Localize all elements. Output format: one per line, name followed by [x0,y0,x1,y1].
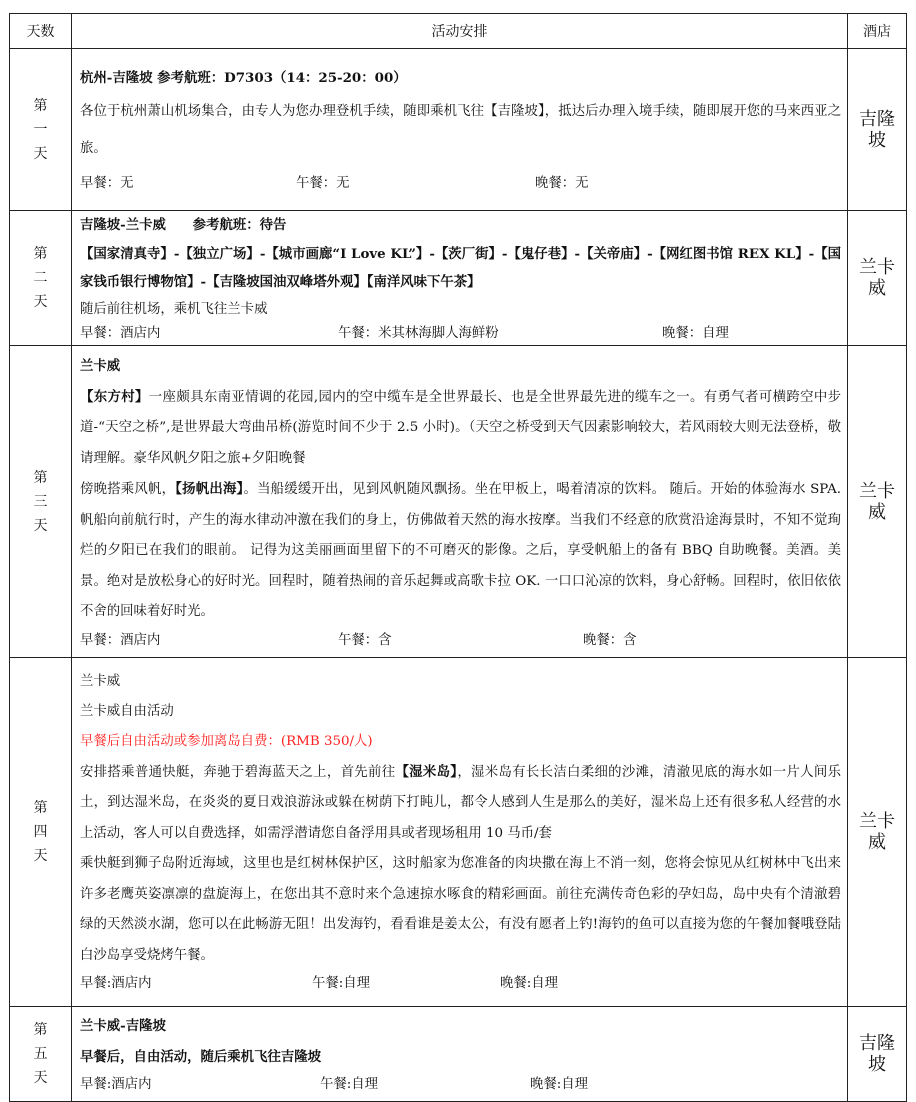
day-char: 天 [33,848,48,864]
day-char: 第 [33,246,48,262]
dinner: 晚餐：自理 [662,326,729,341]
lunch: 午餐:自理 [320,1077,379,1092]
itinerary-table [9,13,907,1102]
day-title: 兰卡威 [80,357,121,374]
paragraph-text: 一座颇具东南亚情调的花园,园内的空中缆车是全世界最长、也是全世界最先进的缆车之一。有勇气者可横跨空中步道-“天空之桥”,是世界最大弯曲吊桥(游览时间不少于 2.5 小时)。（天空之桥受到天气因素影响较大，若风雨较大则无法登桥，敬请理解。豪华风帆夕阳之旅+夕阳晚餐 [80,389,841,466]
day-char: 四 [33,824,48,840]
highlight: 【扬帆出海】 [175,481,244,497]
optional-tour-note: 早餐后自由活动或参加离岛自费：(RMB 350/人) [80,733,373,749]
day-paragraph-1 [80,757,841,850]
header-hotel: 酒店 [848,14,907,49]
hotel-name: 兰卡 [859,257,895,278]
activity-cell [72,658,848,1007]
hotel-name: 坡 [868,1054,886,1075]
table-row-day-5 [10,1007,907,1102]
activity-cell [72,49,848,211]
day-paragraph-2 [80,474,841,628]
meals-row [80,171,841,197]
hotel-cell [848,211,907,346]
lunch: 午餐:自理 [312,976,371,992]
day-title: 吉隆坡-兰卡威 参考航班：待告 [80,217,287,233]
day-label [10,49,72,211]
hotel-name: 坡 [868,129,886,151]
breakfast: 早餐：酒店内 [80,632,161,648]
day-char: 天 [33,517,48,534]
lunch: 午餐：含 [338,632,392,648]
day-label [10,658,72,1007]
day-char: 一 [33,121,48,138]
day-description: 早餐后，自由活动，随后乘机飞往吉隆坡 [80,1049,322,1065]
highlight: 【湿米岛】 [395,763,458,780]
dinner: 晚餐:自理 [500,976,559,992]
table-row-day-3 [10,346,907,658]
day-title: 兰卡威-吉隆坡 [80,1018,166,1034]
meals-row [80,971,841,997]
breakfast: 早餐:酒店内 [80,976,152,992]
dinner: 晚餐:自理 [530,1077,589,1092]
day-paragraph-1 [80,382,841,475]
day-char: 三 [33,493,48,510]
paragraph-text: 傍晚搭乘风帆， [80,482,176,497]
meals-row [80,628,841,654]
day-title: 杭州-吉隆坡 参考航班：D7303（14：25-20：00） [80,69,407,86]
hotel-name: 威 [868,501,886,523]
header-activity: 活动安排 [72,14,848,49]
day-paragraph-2: 乘快艇到狮子岛附近海域，这里也是红树林保护区，这时船家为您准备的肉块撒在海上不消一刻，您将会惊见从红树林中飞出来许多老鹰英姿凛凛的盘旋海上，在您出其不意时来个急速掠水啄食的精彩画面。前往充满传奇色彩的孕妇岛，岛中央有个清澈碧绿的天然淡水湖，您可以在此畅游无阻！出发海钓，看看谁是姜太公，有没有愿者上钓!海钓的鱼可以直接为您的午餐加餐哦登陆白沙岛享受烧烤午餐。 [80,856,841,963]
breakfast: 早餐:酒店内 [80,1077,152,1092]
hotel-name: 威 [868,278,886,299]
hotel-name: 兰卡 [859,811,895,832]
dinner: 晚餐：无 [535,175,589,191]
dinner: 晚餐：含 [583,632,637,648]
day-title: 兰卡威 [80,673,121,689]
table-row-day-1 [10,49,907,211]
hotel-name: 吉隆 [859,108,895,130]
day-label [10,1007,72,1102]
day-route: 【国家清真寺】-【独立广场】-【城市画廊“I Love KL”】-【茨厂街】-【鬼仔巷】-【关帝庙】-【网红图书馆 REX KL】-【国家钱币银行博物馆】-【吉隆坡国油双峰塔外观】【南洋风味下午茶】 [80,246,841,290]
header-day: 天数 [10,14,72,49]
breakfast: 早餐：酒店内 [80,326,161,341]
meals-row [80,323,841,345]
table-row-day-4 [10,658,907,1007]
hotel-cell [848,346,907,658]
paragraph-text: 安排搭乘普通快艇，奔驰于碧海蓝天之上，首先前往 [80,764,396,780]
day-char: 第 [33,97,48,114]
hotel-name: 威 [868,832,886,853]
activity-cell [72,211,848,346]
hotel-name: 兰卡 [859,480,895,502]
day-char: 天 [33,145,48,162]
day-subtitle: 兰卡威自由活动 [80,703,174,719]
day-label [10,346,72,658]
day-char: 天 [33,294,48,310]
day-description: 各位于杭州萧山机场集合，由专人为您办理登机手续，随即乘机飞往【吉隆坡】，抵达后办理入境手续，随即展开您的马来西亚之旅。 [80,103,841,156]
day-char: 二 [33,270,48,286]
hotel-cell [848,658,907,1007]
paragraph-text: ，湿米岛有长长洁白柔细的沙滩，清澈见底的海水如一片人间乐土，到达湿米岛，在炎炎的夏日戏浪游泳或躲在树荫下打盹儿，都令人感到人生是那么的美好，湿米岛上还有很多私人经营的水上活动，客人可以自费选择，如需浮潜请您自备浮用具或者现场租用 10 马币/套 [80,764,841,841]
lunch: 午餐：米其林海脚人海鲜粉 [338,326,499,341]
table-header-row [10,14,907,49]
day-char: 第 [33,1022,48,1038]
day-char: 第 [33,800,48,816]
activity-cell [72,1007,848,1102]
day-char: 第 [33,469,48,486]
day-description: 随后前往机场，乘机飞往兰卡威 [80,302,268,317]
day-char: 天 [33,1070,48,1086]
paragraph-text: 。当船缓缓开出，见到风帆随风飘扬。坐在甲板上，喝着清凉的饮料。 随后。开始的体验海水 SPA.帆船向前航行时，产生的海水律动冲激在我们的身上，仿佛做着天然的海水按摩。当我们不经意的欣赏沿途海景时，不知不觉珣烂的夕阳已在我们的眼前。 记得为这美丽画面里留下的不可磨灭的影像。之后，享受帆船上的备有 BBQ 自助晚餐。美酒。美景。绝对是放松身心的好时光。回程时，随着热闹的音乐起舞或高歌卡拉 OK. 一口口沁凉的饮料，身心舒畅。回程时，依旧依依不舍的回味着好时光。 [80,482,842,619]
hotel-name: 吉隆 [859,1033,895,1054]
activity-cell [72,346,848,658]
day-label [10,211,72,346]
hotel-cell [848,1007,907,1102]
breakfast: 早餐：无 [80,175,134,191]
table-row-day-2 [10,211,907,346]
day-char: 五 [33,1046,48,1062]
highlight: 【东方村】 [80,388,149,405]
lunch: 午餐：无 [296,175,350,191]
hotel-cell [848,49,907,211]
meals-row [80,1072,841,1098]
